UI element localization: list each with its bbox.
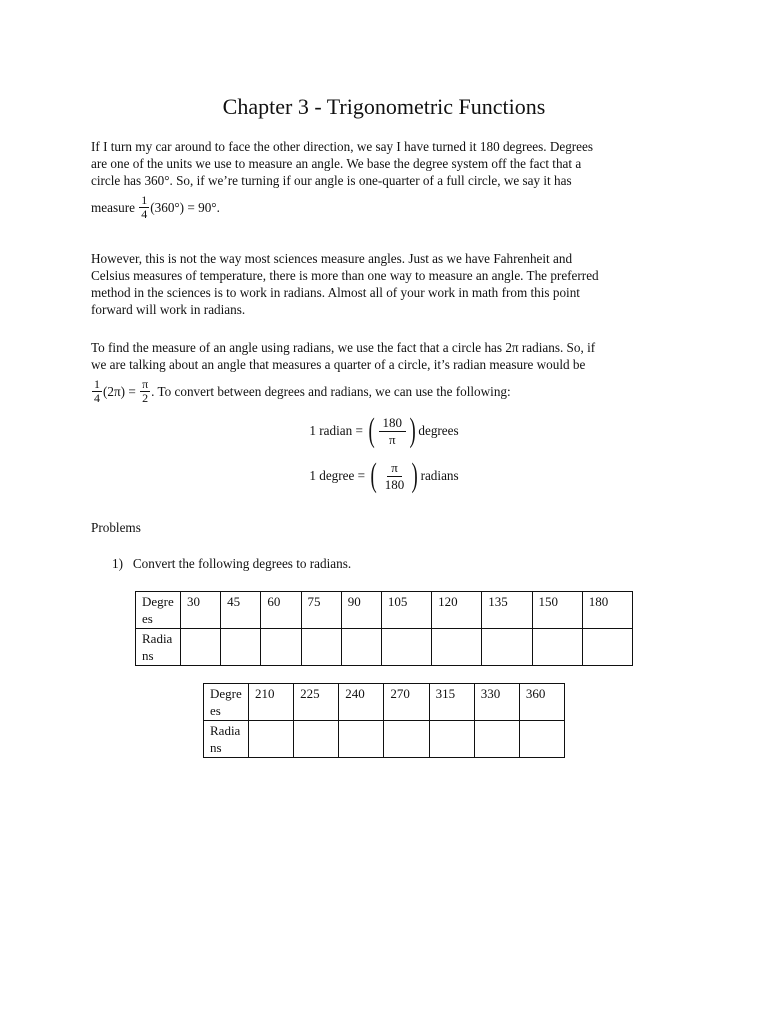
radian-to-degree-formula <box>0 414 768 448</box>
measure-word: measure <box>91 199 135 215</box>
degree-cell: 225 <box>294 684 339 721</box>
formula-fraction <box>381 460 409 493</box>
text-line: To find the measure of an angle using radians, we use the fact that a circle has 2π radians. So, if <box>91 340 596 355</box>
degrees-row <box>204 684 565 721</box>
fraction-numerator: π <box>387 460 402 477</box>
conversion-intro: . To convert between degrees and radians, we can use the following: <box>151 383 511 399</box>
degree-cell: 75 <box>301 592 341 629</box>
conversion-table-2 <box>203 683 565 758</box>
degree-expression: (360°) = 90°. <box>150 199 220 215</box>
degrees-row <box>136 592 633 629</box>
degree-cell: 270 <box>384 684 429 721</box>
radian-answer-cell[interactable] <box>381 629 431 666</box>
radian-answer-cell[interactable] <box>341 629 381 666</box>
text-line: we are talking about an angle that measures a quarter of a circle, it’s radian measure would be <box>91 357 586 372</box>
page-title: Chapter 3 - Trigonometric Functions <box>222 94 546 119</box>
text-line: circle has 360°. So, if we’re turning if our angle is one-quarter of a full circle, we say it has <box>91 173 572 188</box>
radian-answer-cell[interactable] <box>384 721 429 758</box>
row-header-radians: Radians <box>204 721 249 758</box>
radian-answer-cell[interactable] <box>474 721 519 758</box>
radians-paragraph <box>91 339 691 409</box>
radian-answer-cell[interactable] <box>482 629 532 666</box>
text-line: Celsius measures of temperature, there is more than one way to measure an angle. The preferred <box>91 268 599 283</box>
radian-answer-cell[interactable] <box>181 629 221 666</box>
conversion-table-1 <box>135 591 633 666</box>
fraction-numerator: 180 <box>379 415 407 432</box>
row-header-radians: Radians <box>136 629 181 666</box>
problem-number: 1) <box>112 556 123 571</box>
radian-answer-cell[interactable] <box>432 629 482 666</box>
row-header-degrees: Degrees <box>204 684 249 721</box>
radian-answer-cell[interactable] <box>429 721 474 758</box>
formula-lhs: 1 degree = <box>309 468 366 483</box>
degree-cell: 360 <box>519 684 564 721</box>
degree-cell: 30 <box>181 592 221 629</box>
degree-cell: 120 <box>432 592 482 629</box>
text-line: However, this is not the way most sciences measure angles. Just as we have Fahrenheit and <box>91 251 573 266</box>
problems-heading: Problems <box>91 520 141 535</box>
text-line: If I turn my car around to face the other direction, we say I have turned it 180 degrees. Degrees <box>91 139 594 154</box>
degree-cell: 135 <box>482 592 532 629</box>
radian-answer-cell[interactable] <box>301 629 341 666</box>
radians-row <box>136 629 633 666</box>
fraction-numerator: 1 <box>141 192 148 207</box>
text-line: forward will work in radians. <box>91 302 246 317</box>
quarter-fraction <box>139 194 149 221</box>
degree-cell: 240 <box>339 684 384 721</box>
degree-cell: 45 <box>221 592 261 629</box>
fraction-denominator: 4 <box>94 390 100 405</box>
formula-fraction <box>379 415 407 448</box>
radian-answer-cell[interactable] <box>221 629 261 666</box>
degree-cell: 210 <box>249 684 294 721</box>
measure-equation <box>91 189 691 225</box>
problem-text: Convert the following degrees to radians. <box>132 556 352 571</box>
radian-answer-cell[interactable] <box>261 629 301 666</box>
left-paren: ( <box>368 412 375 449</box>
text-line: are one of the units we use to measure an angle. We base the degree system off the fact that a <box>91 156 582 171</box>
degree-to-radian-formula <box>0 459 768 493</box>
radian-answer-cell[interactable] <box>532 629 582 666</box>
fraction-denominator: 180 <box>384 476 405 492</box>
fraction-denominator: 2 <box>142 390 149 405</box>
formula-unit: degrees <box>418 423 459 438</box>
formula-unit: radians <box>420 468 459 483</box>
quarter-fraction <box>92 378 102 405</box>
fraction-numerator: 1 <box>94 376 100 391</box>
problem-1 <box>112 556 351 572</box>
degree-cell: 105 <box>381 592 431 629</box>
left-paren: ( <box>370 457 378 494</box>
degree-cell: 180 <box>582 592 632 629</box>
formula-lhs: 1 radian = <box>309 423 363 438</box>
degree-cell: 150 <box>532 592 582 629</box>
degree-cell: 330 <box>474 684 519 721</box>
radian-equation <box>91 373 691 409</box>
fraction-denominator: 4 <box>141 206 148 221</box>
fraction-numerator: π <box>142 376 149 391</box>
pi-over-two-fraction <box>140 378 150 405</box>
degree-cell: 315 <box>429 684 474 721</box>
row-header-degrees: Degrees <box>136 592 181 629</box>
intro-paragraph <box>91 138 691 225</box>
two-pi-expression: (2π) = <box>103 383 136 399</box>
right-paren: ) <box>409 412 416 449</box>
degree-cell: 60 <box>261 592 301 629</box>
radian-answer-cell[interactable] <box>582 629 632 666</box>
radian-answer-cell[interactable] <box>249 721 294 758</box>
fraction-denominator: π <box>389 431 396 447</box>
sciences-paragraph <box>91 250 691 318</box>
radian-answer-cell[interactable] <box>294 721 339 758</box>
radian-answer-cell[interactable] <box>339 721 384 758</box>
right-paren: ) <box>411 457 419 494</box>
text-line: method in the sciences is to work in radians. Almost all of your work in math from this point <box>91 285 580 300</box>
degree-cell: 90 <box>341 592 381 629</box>
radians-row <box>204 721 565 758</box>
radian-answer-cell[interactable] <box>519 721 564 758</box>
